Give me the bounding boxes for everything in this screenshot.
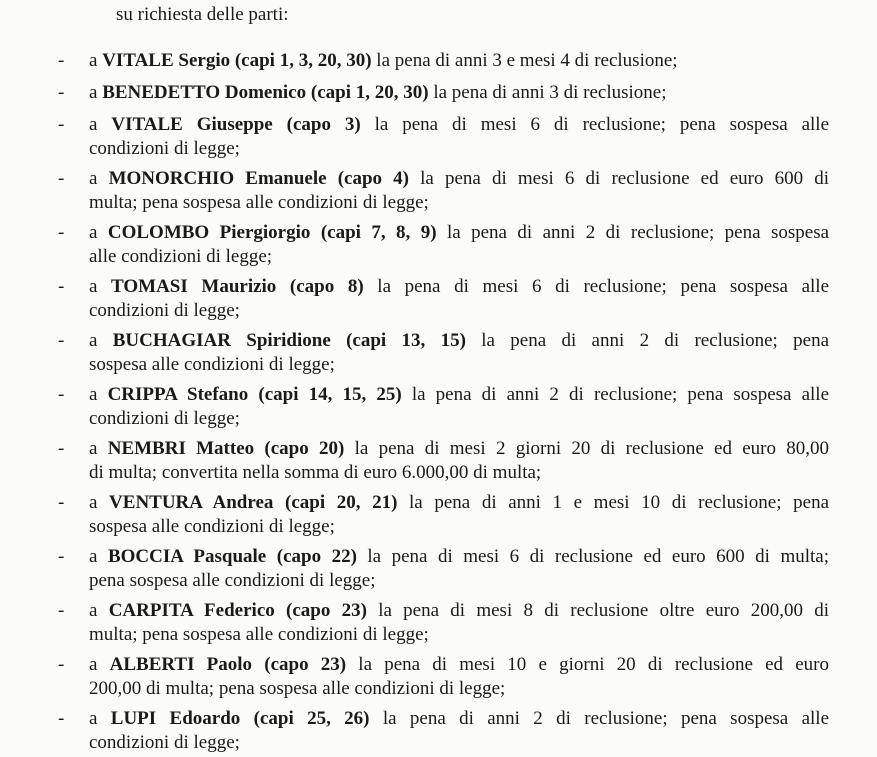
item-prefix: a <box>89 384 108 405</box>
item-line-1 <box>89 383 829 407</box>
item-prefix: a <box>89 492 110 513</box>
item-prefix: a <box>89 600 109 621</box>
bullet-dash: - <box>58 438 65 459</box>
defendant-name: CARPITA Federico <box>108 600 275 621</box>
sentence-text: la pena di mesi 10 e giorni 20 di reclusione ed euro <box>346 654 829 675</box>
charge-counts: (capo 4) <box>337 168 410 189</box>
item-line-1 <box>89 491 829 515</box>
bullet-dash: - <box>58 114 65 135</box>
item-text <box>89 167 829 215</box>
item-text <box>89 275 829 323</box>
defendant-name: ALBERTI Paolo <box>109 654 253 675</box>
defendant-name: LUPI Edoardo <box>110 708 241 729</box>
bullet-dash: - <box>58 50 65 71</box>
charge-counts: (capi 1, 3, 20, 30) <box>234 50 372 71</box>
defendant-name: CRIPPA Stefano <box>107 384 249 405</box>
list-item <box>0 109 877 157</box>
sentence-text: la pena di anni 1 e mesi 10 di reclusione; pena <box>397 492 829 513</box>
sentence-text: la pena di mesi 2 giorni 20 di reclusione ed euro 80,00 <box>344 438 830 459</box>
item-line-2: condizioni di legge; <box>89 300 240 321</box>
item-prefix: a <box>89 546 108 567</box>
item-line-1 <box>89 599 829 623</box>
item-text <box>89 221 829 269</box>
sentence-text: la pena di anni 2 di reclusione; pena sospesa alle <box>401 384 830 405</box>
list-item <box>0 703 877 751</box>
charge-counts: (capo 23) <box>286 600 367 621</box>
intro-text: su richiesta delle parti: <box>116 4 289 25</box>
item-prefix: a <box>89 276 112 297</box>
charge-counts: (capo 22) <box>276 546 357 567</box>
item-prefix: a <box>89 708 111 729</box>
defendant-name: VITALE Giuseppe <box>111 114 273 135</box>
bullet-dash: - <box>58 168 65 189</box>
list-item <box>0 325 877 373</box>
item-line-2: condizioni di legge; <box>89 408 240 429</box>
sentence-list <box>0 45 877 757</box>
list-item <box>0 649 877 697</box>
defendant-name: TOMASI Maurizio <box>111 276 277 297</box>
item-line-1 <box>89 167 829 191</box>
sentence-text: la pena di mesi 6 di reclusione ed euro 600 di multa; <box>356 546 830 567</box>
item-prefix: a <box>89 114 112 135</box>
item-line-2: condizioni di legge; <box>89 732 240 753</box>
item-line-1 <box>89 545 829 569</box>
bullet-dash: - <box>58 708 65 729</box>
list-item <box>0 541 877 589</box>
charge-counts: (capo 23) <box>264 654 347 675</box>
item-text <box>89 491 829 539</box>
defendant-name: VENTURA Andrea <box>109 492 274 513</box>
list-item <box>0 379 877 427</box>
charge-counts: (capo 20) <box>264 438 345 459</box>
defendant-name: BENEDETTO Domenico <box>102 82 307 103</box>
item-prefix: a <box>89 330 113 351</box>
item-text <box>89 599 829 647</box>
bullet-dash: - <box>58 600 65 621</box>
list-item <box>0 271 877 319</box>
item-text <box>89 113 829 161</box>
item-line-1 <box>89 707 829 731</box>
charge-counts: (capi 7, 8, 9) <box>320 222 437 243</box>
item-line-1 <box>89 437 829 461</box>
sentence-text: la pena di anni 3 di reclusione; <box>428 82 667 103</box>
item-line-1 <box>89 275 829 299</box>
item-text <box>89 653 829 701</box>
bullet-dash: - <box>58 654 65 675</box>
sentence-text: la pena di mesi 6 di reclusione ed euro 600 di <box>409 168 830 189</box>
charge-counts: (capi 13, 15) <box>346 330 466 351</box>
bullet-dash: - <box>58 330 65 351</box>
item-prefix: a <box>89 168 109 189</box>
item-text <box>89 329 829 377</box>
bullet-dash: - <box>58 82 65 103</box>
defendant-name: BUCHAGIAR Spiridione <box>112 330 331 351</box>
charge-counts: (capi 1, 20, 30) <box>310 82 429 103</box>
charge-counts: (capi 20, 21) <box>285 492 398 513</box>
sentence-text: la pena di mesi 6 di reclusione; pena sospesa alle <box>360 114 830 135</box>
item-line-1 <box>89 329 829 353</box>
list-item <box>0 163 877 211</box>
charge-counts: (capi 14, 15, 25) <box>258 384 402 405</box>
sentence-text: la pena di anni 2 di reclusione; pena sospesa alle <box>369 708 830 729</box>
item-line-2: pena sospesa alle condizioni di legge; <box>89 570 376 591</box>
item-line-2: alle condizioni di legge; <box>89 246 273 267</box>
item-text <box>89 707 829 755</box>
item-line-1 <box>89 221 829 245</box>
item-line-2: condizioni di legge; <box>89 138 240 159</box>
item-text <box>89 383 829 431</box>
item-line-2: sospesa alle condizioni di legge; <box>89 516 335 537</box>
item-text <box>89 81 829 105</box>
item-line-2: di multa; convertita nella somma di euro 6.000,00 di multa; <box>89 462 542 483</box>
item-prefix: a <box>89 82 103 103</box>
item-line-1 <box>89 113 829 137</box>
item-prefix: a <box>89 50 103 71</box>
bullet-dash: - <box>58 276 65 297</box>
bullet-dash: - <box>58 222 65 243</box>
item-line-2: sospesa alle condizioni di legge; <box>89 354 335 375</box>
item-text <box>89 437 829 485</box>
sentence-text: la pena di anni 2 di reclusione; pena <box>465 330 830 351</box>
item-prefix: a <box>89 438 108 459</box>
defendant-name: COLOMBO Piergiorgio <box>107 222 311 243</box>
list-item <box>0 595 877 643</box>
list-item <box>0 487 877 535</box>
sentence-text: la pena di anni 3 e mesi 4 di reclusione; <box>371 50 678 71</box>
sentence-text: la pena di mesi 6 di reclusione; pena sospesa alle <box>363 276 829 297</box>
charge-counts: (capo 3) <box>286 114 361 135</box>
sentence-text: la pena di mesi 8 di reclusione oltre euro 200,00 di <box>366 600 829 621</box>
item-line-2: 200,00 di multa; pena sospesa alle condizioni di legge; <box>89 678 506 699</box>
item-line-2: multa; pena sospesa alle condizioni di legge; <box>89 192 429 213</box>
item-text <box>89 49 829 73</box>
bullet-dash: - <box>58 492 65 513</box>
bullet-dash: - <box>58 384 65 405</box>
item-line-1 <box>89 653 829 677</box>
bullet-dash: - <box>58 546 65 567</box>
defendant-name: VITALE Sergio <box>102 50 231 71</box>
charge-counts: (capi 25, 26) <box>253 708 370 729</box>
item-prefix: a <box>89 222 108 243</box>
item-line-1 <box>89 49 829 73</box>
item-prefix: a <box>89 654 110 675</box>
charge-counts: (capo 8) <box>289 276 364 297</box>
item-line-2: multa; pena sospesa alle condizioni di legge; <box>89 624 429 645</box>
defendant-name: NEMBRI Matteo <box>107 438 255 459</box>
defendant-name: MONORCHIO Emanuele <box>108 168 327 189</box>
list-item <box>0 433 877 481</box>
sentence-text: la pena di anni 2 di reclusione; pena sospesa <box>436 222 830 243</box>
list-item <box>0 217 877 265</box>
item-text <box>89 545 829 593</box>
defendant-name: BOCCIA Pasquale <box>107 546 267 567</box>
item-line-1 <box>89 81 829 105</box>
